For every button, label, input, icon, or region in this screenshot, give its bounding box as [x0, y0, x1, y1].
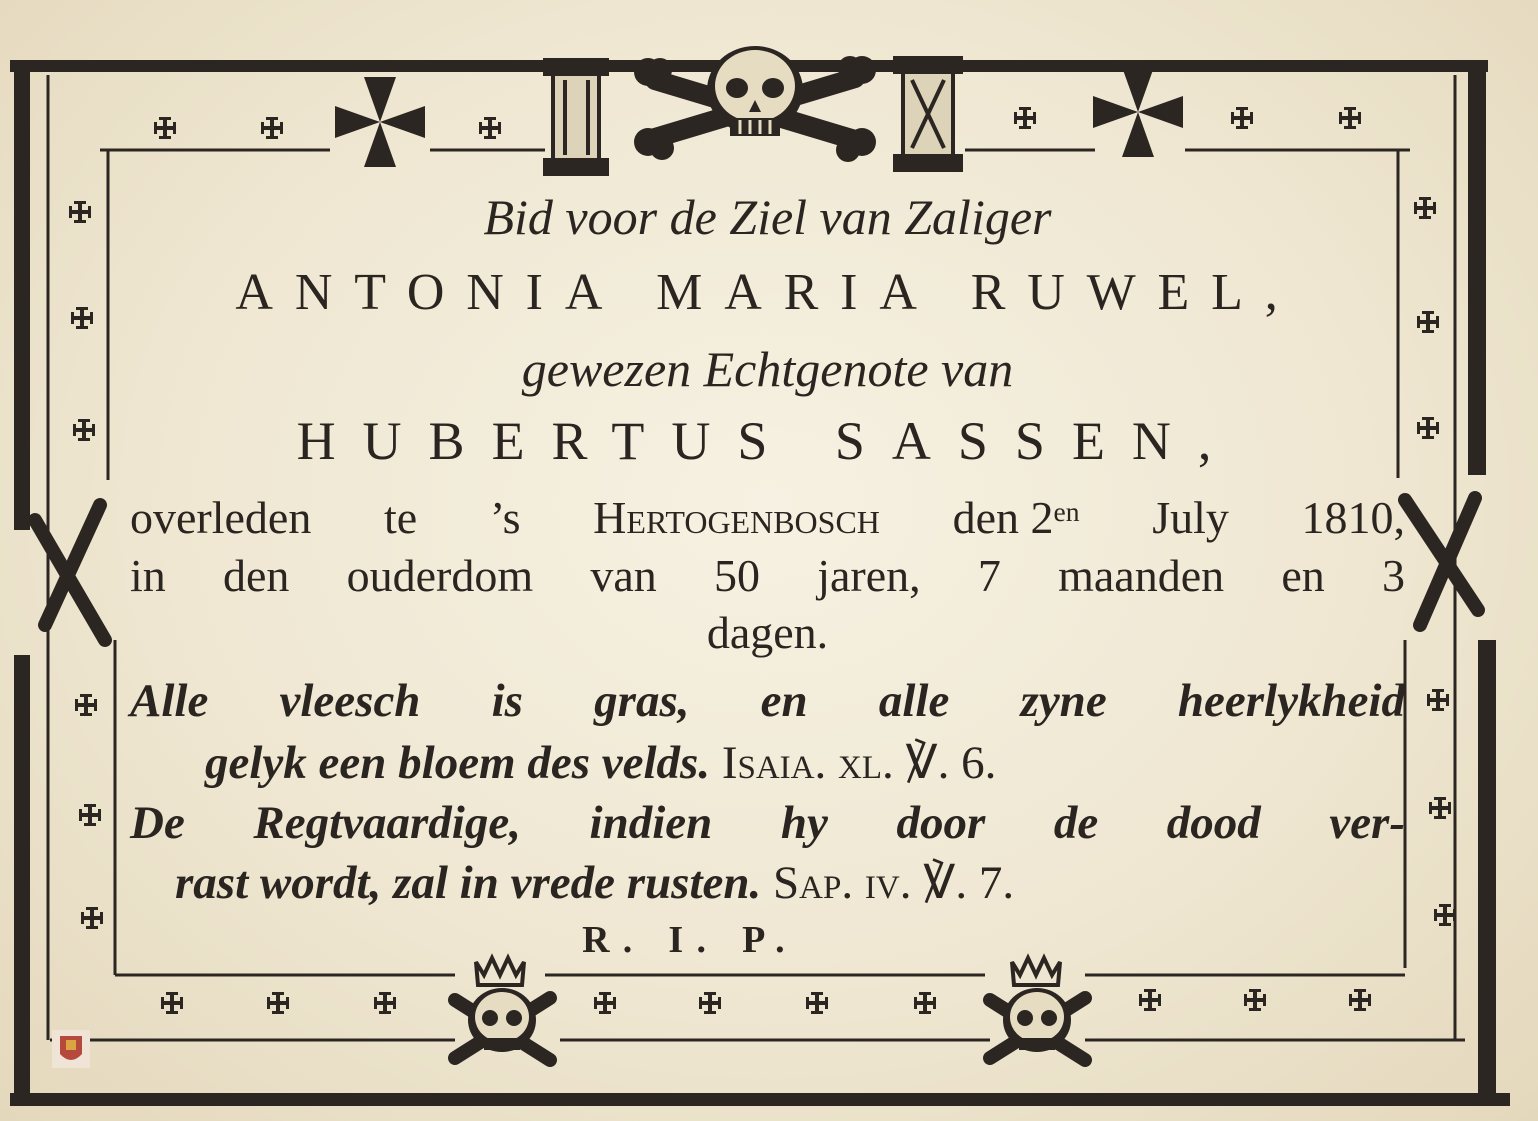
small-cross-icon: [267, 992, 289, 1014]
small-cross-icon: [79, 804, 101, 826]
spouse-name: HUBERTUS SASSEN,: [296, 411, 1239, 471]
small-cross-icon: [1231, 107, 1253, 129]
small-cross-icon: [73, 419, 95, 441]
small-cross-icon: [1414, 197, 1436, 219]
coat-of-arms-icon: [52, 1030, 90, 1068]
verse2-reference: Sap. iv. ℣. 7.: [773, 857, 1015, 909]
small-cross-icon: [1434, 904, 1456, 926]
verse2-text: rast wordt, zal in vrede rusten.: [175, 857, 762, 909]
hourglass-icon: [545, 60, 607, 174]
small-cross-icon: [1427, 689, 1449, 711]
maltese-cross-icon: [1093, 67, 1183, 157]
small-cross-icon: [1429, 797, 1451, 819]
small-cross-icon: [1014, 107, 1036, 129]
small-cross-icon: [71, 307, 93, 329]
crowned-skull-icon: [990, 958, 1085, 1060]
crossed-bones-icon: [1405, 498, 1478, 625]
crossed-bones-icon: [35, 505, 105, 640]
small-cross-icon: [1349, 989, 1371, 1011]
small-cross-icon: [479, 117, 501, 139]
small-cross-icon: [374, 992, 396, 1014]
death-day: den 2: [952, 492, 1054, 543]
small-cross-icon: [594, 992, 616, 1014]
small-cross-icon: [81, 907, 103, 929]
small-cross-icon: [914, 992, 936, 1014]
deceased-name: ANTONIA MARIA RUWEL,: [235, 264, 1300, 321]
small-cross-icon: [69, 201, 91, 223]
verse1-reference: Isaia. xl. ℣. 6.: [721, 737, 997, 789]
small-cross-icon: [261, 117, 283, 139]
small-cross-icon: [75, 694, 97, 716]
death-place: Hertogenbosch: [593, 492, 880, 543]
small-cross-icon: [1339, 107, 1361, 129]
relation-line: gewezen Echtgenote van: [521, 341, 1014, 397]
small-cross-icon: [161, 992, 183, 1014]
small-cross-icon: [699, 992, 721, 1014]
verse1-text: gelyk een bloem des velds.: [205, 737, 711, 789]
verse1-line1: Alle vleesch is gras, en alle zyne heerlykheid: [130, 675, 1405, 727]
death-month-year: July 1810,: [1152, 492, 1406, 543]
death-prefix: overleden te ’s: [130, 492, 521, 543]
age-line: in den ouderdom van 50 jaren, 7 maanden en 3: [130, 550, 1405, 601]
small-cross-icon: [1417, 417, 1439, 439]
crowned-skull-icon: [455, 958, 550, 1060]
closing-rip: R. I. P.: [582, 919, 798, 961]
verse2-line1: De Regtvaardige, indien hy door de dood ver-: [130, 797, 1405, 849]
small-cross-icon: [1244, 989, 1266, 1011]
small-cross-icon: [1417, 311, 1439, 333]
skull-crossbones-icon: [634, 46, 876, 162]
invocation-line: Bid voor de Ziel van Zaliger: [483, 189, 1052, 245]
age-line-end: dagen.: [706, 607, 829, 658]
death-ordinal: en: [1053, 495, 1080, 527]
small-cross-icon: [806, 992, 828, 1014]
maltese-cross-icon: [335, 77, 425, 167]
hourglass-icon: [895, 58, 961, 170]
small-cross-icon: [1139, 989, 1161, 1011]
small-cross-icon: [154, 117, 176, 139]
